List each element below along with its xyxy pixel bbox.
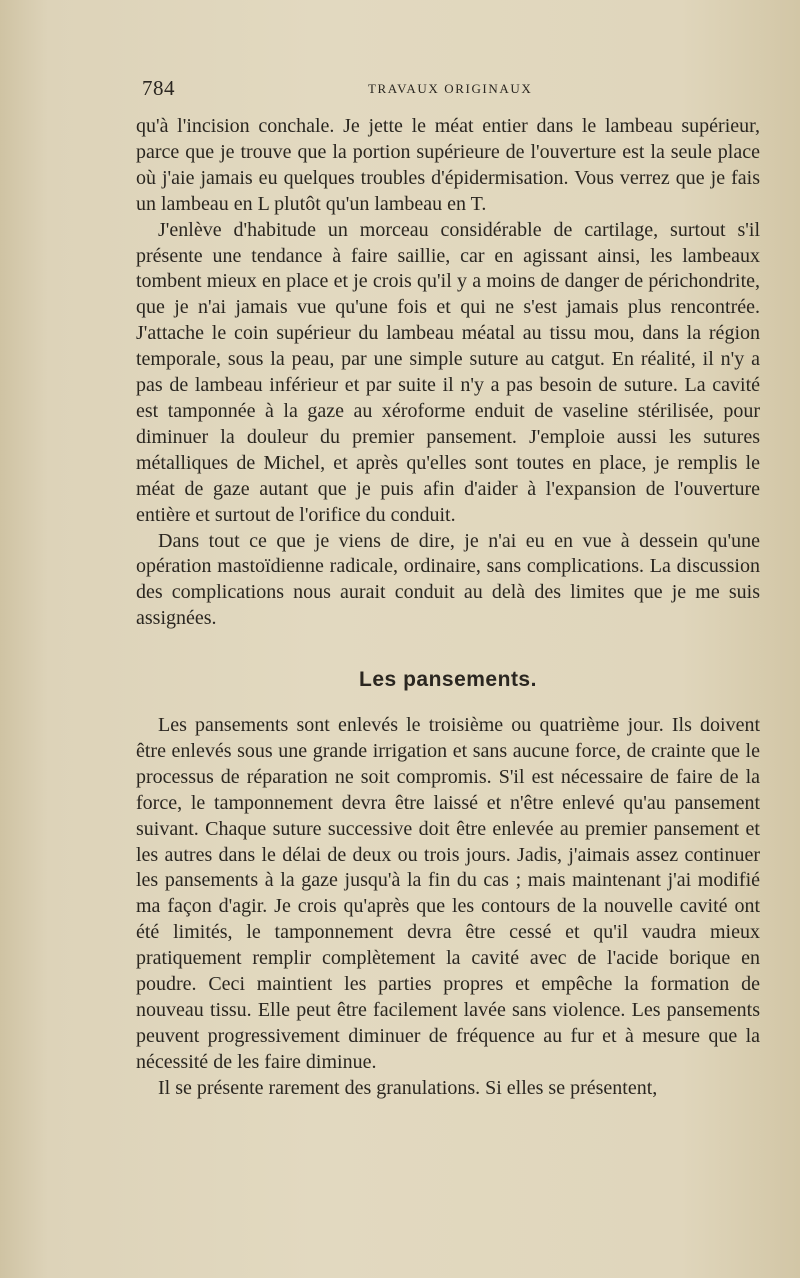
page-number: 784 — [142, 76, 175, 100]
body-text — [136, 114, 760, 1102]
paragraph: qu'à l'incision conchale. Je jette le méat entier dans le lambeau supérieur, parce que je trouve que la portion supérieure de l'ouverture est la seule place où j'aie jamais eu quelques troubles d'épidermisation. Vous verrez que je fais un lambeau en L plutôt qu'un lambeau en T. — [136, 115, 760, 215]
running-head — [142, 76, 760, 106]
paragraph: Dans tout ce que je viens de dire, je n'ai eu en vue à dessein qu'une opération mastoïdienne radicale, ordinaire, sans complications. La discussion des complications nous aurait conduit au delà des limites que je me suis assignées. — [136, 529, 760, 630]
paragraph: J'enlève d'habitude un morceau considérable de cartilage, surtout s'il présente une tendance à faire saillie, car en agissant ainsi, les lambeaux tombent mieux en place et je crois qu'il y a moins de danger de périchondrite, que je n'ai jamais vue qu'une fois et qui ne s'est jamais plus rencontrée. J'attache le coin supérieur du lambeau méatal au tissu mou, dans la région temporale, sous la peau, par une simple suture au catgut. En réalité, il n'y a pas de lambeau inférieur et par suite il n'y a pas besoin de suture. La cavité est tamponnée à la gaze au xéroforme enduit de vaseline stérilisée, pour diminuer la douleur du premier pansement. J'emploie aussi les sutures métalliques de Michel, et après qu'elles sont toutes en place, je remplis le méat de gaze autant que je puis afin d'aider à l'expansion de l'ouverture entière et surtout de l'orifice du conduit. — [136, 218, 760, 526]
paragraph: Les pansements sont enlevés le troisième ou quatrième jour. Ils doivent être enlevés sous une grande irrigation et sans aucune force, de crainte que le processus de réparation ne soit compromis. S'il est nécessaire de faire de la force, le tamponnement devra être laissé et n'être enlevé qu'au pansement suivant. Chaque suture successive doit être enlevée au premier pansement et les autres dans le délai de deux ou trois jours. Jadis, j'aimais assez continuer les pansements à la gaze jusqu'à la fin du cas ; mais maintenant j'ai modifié ma façon d'agir. Je crois qu'après que les contours de la nouvelle cavité ont été limités, le tamponnement devra être cessé et qu'il vaudra mieux pratiquement remplir complètement la cavité avec de l'acide borique en poudre. Ceci maintient les parties propres et empêche la formation de nouveau tissu. Elle peut être facilement lavée sans violence. Les pansements peuvent progressivement diminuer de fréquence au fur et à mesure que la nécessité de les faire diminue. — [136, 714, 760, 1073]
running-title: TRAVAUX ORIGINAUX — [368, 81, 533, 96]
section-heading: Les pansements. — [359, 668, 537, 692]
paragraph: Il se présente rarement des granulations. Si elles se présentent, — [158, 1076, 658, 1099]
